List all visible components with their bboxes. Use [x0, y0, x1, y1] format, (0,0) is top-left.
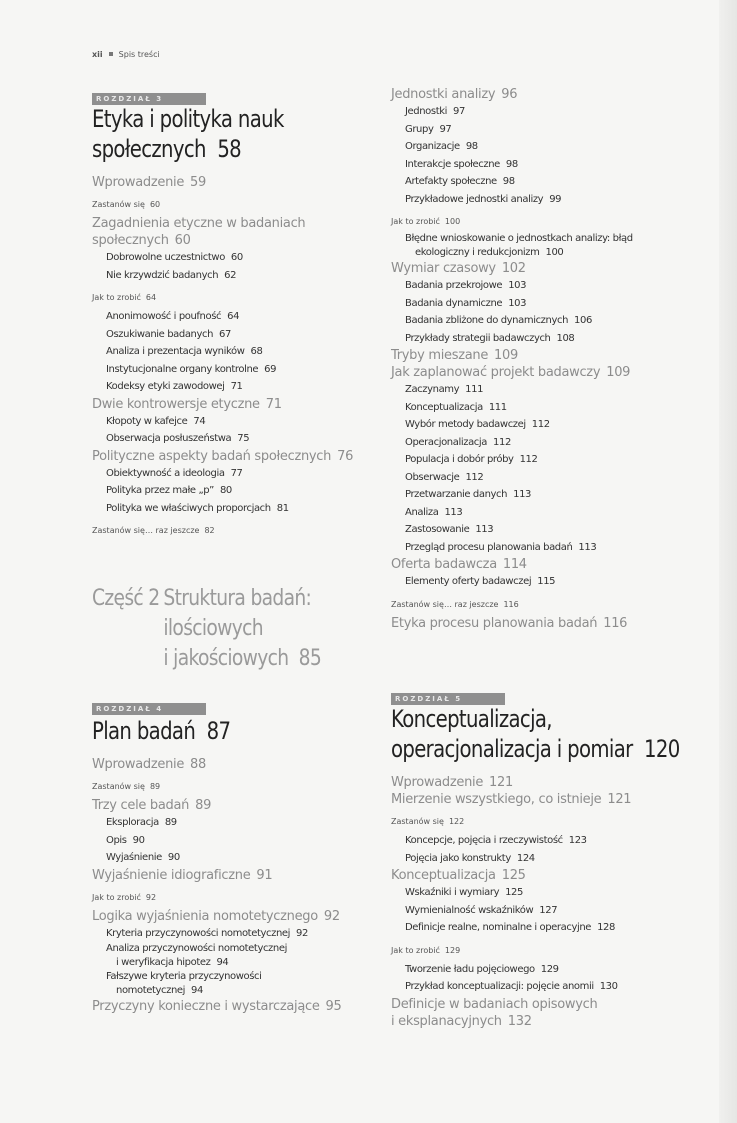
- toc-page-number: 129: [444, 945, 461, 955]
- toc-entry-text: Wprowadzenie: [92, 175, 185, 190]
- toc-entry-text: Grupy: [405, 123, 434, 135]
- toc-entry-text: Dwie kontrowersje etyczne: [92, 396, 260, 412]
- toc-section-heading: [92, 908, 382, 925]
- toc-page-number: 71: [265, 396, 282, 412]
- toc-page-number: 89: [149, 782, 161, 791]
- chapter-4-continued-entries: [391, 86, 691, 632]
- toc-page-number: 121: [489, 775, 513, 790]
- toc-entry-text: Zaczynamy: [405, 384, 460, 395]
- toc-section-heading: [391, 774, 691, 791]
- toc-subsection: [391, 138, 691, 156]
- toc-entry-text: Oszukiwanie badanych: [106, 328, 214, 340]
- toc-section-heading: [391, 996, 691, 1030]
- toc-page-number: 109: [494, 348, 518, 363]
- toc-page-number: 59: [190, 175, 206, 190]
- toc-page-number: 113: [513, 489, 531, 500]
- toc-subsection: [92, 413, 382, 431]
- chapter-5-box: [391, 686, 505, 705]
- toc-subsection: [92, 308, 382, 326]
- toc-entry-text: Opis: [106, 834, 127, 846]
- toc-page-number: 94: [216, 957, 229, 968]
- toc-entry-text: Populacja i dobór próby: [405, 454, 514, 465]
- toc-section-heading: [92, 174, 382, 191]
- toc-subsection: [92, 465, 382, 483]
- toc-page-number: 64: [145, 293, 157, 302]
- toc-page-number: 92: [145, 892, 157, 902]
- toc-entry-text: Przetwarzanie danych: [405, 489, 508, 500]
- toc-page-number: 113: [475, 524, 494, 535]
- toc-entry-text: Wskaźniki i wymiary: [405, 887, 500, 898]
- toc-entry-text: Badania zbliżone do dynamicznych: [405, 315, 569, 326]
- toc-subsection: [391, 521, 691, 539]
- toc-box-reference: [92, 781, 382, 793]
- toc-entry-text: Jak to zrobić: [391, 217, 440, 226]
- toc-subsection: [92, 249, 382, 267]
- toc-entry-text: Mierzenie wszystkiego, co istnieje: [391, 792, 602, 807]
- toc-subsection: [92, 361, 382, 379]
- chapter-4-title: Plan badań 87: [92, 717, 231, 745]
- toc-subsection: [391, 399, 691, 417]
- toc-entry-text: Operacjonalizacja: [405, 436, 488, 448]
- toc-section-heading: [92, 998, 382, 1015]
- toc-entry-text: Fałszywe kryteria przyczynowości: [106, 971, 262, 982]
- toc-page-number: 98: [465, 141, 478, 152]
- toc-page-number: 113: [444, 506, 463, 518]
- toc-subsection: [391, 232, 691, 260]
- toc-entry-text: Wybór metody badawczej: [405, 419, 526, 430]
- toc-subsection: [92, 849, 382, 867]
- toc-section-heading: [92, 867, 382, 884]
- toc-entry-text: Polityka we właściwych proporcjach: [106, 502, 271, 514]
- toc-page-number: 125: [505, 887, 523, 898]
- chapter-3-entries: [92, 174, 382, 541]
- toc-box-reference: [391, 216, 691, 228]
- toc-subsection: [92, 326, 382, 344]
- toc-entry-text: Błędne wnioskowanie o jednostkach analizy: błąd: [405, 233, 633, 244]
- toc-entry-text: Analiza: [405, 506, 439, 518]
- toc-entry-text: Wyjaśnienie: [106, 852, 162, 863]
- toc-page-number: 111: [465, 384, 484, 395]
- toc-entry-text: Kłopoty w kafejce: [106, 415, 188, 427]
- toc-subsection: [391, 451, 691, 469]
- toc-entry-text: Badania dynamiczne: [405, 297, 503, 309]
- toc-entry-text: Jak to zrobić: [92, 293, 141, 302]
- chapter-4-entries: [92, 756, 382, 1015]
- toc-box-reference: [92, 525, 382, 537]
- toc-subsection: [391, 156, 691, 174]
- toc-entry-text: Anonimowość i poufność: [106, 311, 222, 322]
- toc-entry-text: Jednostki: [405, 106, 448, 117]
- toc-entry-text: Nie krzywdzić badanych: [106, 269, 219, 281]
- toc-page-number: 80: [219, 485, 232, 496]
- toc-page-number: 109: [606, 365, 631, 380]
- toc-subsection: [92, 970, 382, 998]
- toc-subsection: [391, 504, 691, 522]
- toc-entry-text: Tworzenie ładu pojęciowego: [405, 963, 535, 975]
- toc-entry-text: Konceptualizacja: [391, 868, 496, 883]
- toc-entry-text: Pojęcia jako konstrukty: [405, 852, 511, 864]
- toc-entry-text: Przegląd procesu planowania badań: [405, 541, 573, 553]
- toc-entry-text: Analiza i prezentacja wyników: [106, 346, 245, 357]
- toc-page-number: 89: [164, 817, 177, 828]
- toc-page-number: 71: [230, 381, 243, 392]
- toc-entry-text: Zastosowanie: [405, 524, 470, 535]
- toc-subsection: [391, 902, 691, 920]
- toc-page-number: 121: [607, 792, 632, 807]
- toc-page-number: 64: [227, 311, 240, 322]
- toc-entry-text: Obserwacje: [405, 471, 460, 483]
- toc-subsection: [391, 434, 691, 452]
- chapter-5-title-line2: operacjonalizacja i pomiar 120: [391, 735, 680, 763]
- part-2-label: Część 2: [92, 586, 160, 611]
- toc-page-number: 96: [501, 87, 518, 102]
- toc-box-reference: [391, 945, 691, 957]
- toc-page-number: 81: [276, 502, 289, 514]
- chapter-3-title-line2: społecznych 58: [92, 135, 242, 163]
- toc-subsection: [391, 295, 691, 313]
- toc-box-reference: [391, 599, 691, 611]
- toc-section-heading: [391, 364, 691, 381]
- part-2-heading: [92, 584, 347, 676]
- toc-subsection: [391, 469, 691, 487]
- toc-entry-text: Zastanów się… raz jeszcze: [391, 599, 499, 609]
- toc-page-number: 89: [195, 798, 212, 813]
- toc-subsection: [92, 430, 382, 448]
- toc-entry-text: Instytucjonalne organy kontrolne: [106, 363, 259, 375]
- toc-box-reference: [92, 892, 382, 904]
- toc-page-number: 74: [193, 415, 206, 427]
- toc-entry-text: Kryteria przyczynowości nomotetycznej: [106, 927, 291, 939]
- toc-entry-text: Polityka przez małe „p”: [106, 485, 214, 496]
- toc-page-number: 91: [256, 867, 273, 883]
- toc-section-heading: [391, 347, 691, 364]
- toc-section-heading: [391, 260, 691, 277]
- toc-box-reference: [391, 816, 691, 828]
- toc-section-heading: [92, 797, 382, 814]
- toc-entry-text: Badania przekrojowe: [405, 280, 503, 291]
- toc-entry-text: Koncepcje, pojęcia i rzeczywistość: [405, 835, 563, 846]
- toc-entry-text: ekologiczny i redukcjonizm: [415, 247, 540, 258]
- chapter-4-box: [92, 696, 206, 715]
- toc-subsection: [92, 267, 382, 285]
- toc-section-heading: [391, 556, 691, 573]
- toc-box-reference: [92, 292, 382, 304]
- toc-entry-text: Eksploracja: [106, 817, 159, 828]
- toc-entry-text: Wymienialność wskaźników: [405, 904, 534, 916]
- toc-page-number: 88: [190, 757, 206, 772]
- toc-entry-text: Artefakty społeczne: [405, 176, 497, 187]
- toc-subsection: [92, 378, 382, 396]
- toc-subsection: [391, 486, 691, 504]
- toc-page-number: 100: [545, 247, 564, 258]
- toc-entry-text: Wprowadzenie: [92, 757, 185, 772]
- toc-subsection: [92, 343, 382, 361]
- toc-entry-text: Zastanów się: [391, 817, 444, 826]
- toc-entry-text: Jednostki analizy: [391, 87, 496, 102]
- bullet-square-icon: [109, 52, 113, 56]
- page-number-roman: xii: [92, 50, 103, 59]
- toc-subsection: [391, 539, 691, 557]
- toc-entry-text: Konceptualizacja: [405, 401, 483, 413]
- page-edge: [719, 0, 737, 1123]
- toc-subsection: [391, 121, 691, 139]
- toc-entry-text: Dobrowolne uczestnictwo: [106, 252, 225, 263]
- toc-page-number: 62: [224, 269, 237, 281]
- toc-entry-text: nomotetycznej: [116, 985, 186, 996]
- toc-subsection: [391, 312, 691, 330]
- toc-entry-text: Organizacje: [405, 141, 460, 152]
- toc-page-number: 99: [549, 193, 562, 205]
- toc-section-heading: [92, 448, 382, 465]
- toc-page-number: 67: [219, 328, 231, 340]
- part-2-title: [163, 584, 321, 674]
- toc-page-number: 97: [453, 106, 465, 117]
- toc-entry-text: Oferta badawcza: [391, 557, 497, 572]
- toc-page-number: 106: [574, 315, 592, 326]
- toc-page-number: 94: [191, 985, 203, 996]
- toc-entry-text: i weryfikacja hipotez: [116, 957, 211, 968]
- toc-entry-text: Wprowadzenie: [391, 775, 484, 790]
- toc-page-number: 95: [325, 999, 342, 1014]
- toc-page-number: 123: [568, 835, 587, 846]
- toc-subsection: [391, 191, 691, 209]
- toc-subsection: [391, 381, 691, 399]
- chapter-5-title-line1: Konceptualizacja,: [391, 705, 552, 733]
- toc-page-number: 69: [264, 363, 277, 375]
- toc-entry-text: Analiza przyczynowości nomotetycznej: [106, 943, 287, 954]
- toc-subsection: [92, 482, 382, 500]
- toc-page-number: 130: [599, 981, 618, 992]
- toc-section-heading: [92, 215, 382, 249]
- toc-page-number: 129: [540, 963, 559, 975]
- toc-entry-text: Jak zaplanować projekt badawczy: [391, 365, 601, 380]
- toc-entry-text: społecznych: [92, 233, 169, 248]
- toc-page-number: 90: [132, 834, 145, 846]
- toc-page-number: 100: [444, 217, 461, 226]
- toc-subsection: [391, 919, 691, 937]
- part-2-title-line1: Struktura badań:: [163, 586, 312, 611]
- toc-page-number: 112: [519, 454, 538, 465]
- chapter-3-box: [92, 86, 206, 105]
- toc-page-number: 98: [505, 158, 518, 170]
- toc-entry-text: i eksplanacyjnych: [391, 1013, 502, 1029]
- toc-page-number: 132: [507, 1013, 532, 1029]
- toc-page-number: 112: [493, 436, 511, 448]
- toc-entry-text: Wymiar czasowy: [391, 261, 496, 276]
- toc-page-number: 108: [556, 332, 575, 344]
- toc-section-heading: [391, 791, 691, 808]
- toc-page-number: 102: [501, 261, 526, 276]
- toc-entry-text: Definicje w badaniach opisowych: [391, 996, 598, 1012]
- chapter-5-label: ROZDZIAŁ 5: [391, 693, 505, 705]
- toc-subsection: [391, 330, 691, 348]
- toc-box-reference: [92, 199, 382, 211]
- toc-page-number: 103: [508, 297, 527, 309]
- running-header: [92, 50, 160, 59]
- toc-section-heading: [92, 396, 382, 413]
- toc-entry-text: Interakcje społeczne: [405, 158, 500, 170]
- toc-page-number: 114: [502, 557, 527, 572]
- toc-entry-text: Elementy oferty badawczej: [405, 576, 532, 587]
- toc-page-number: 90: [167, 852, 180, 863]
- toc-entry-text: Jak to zrobić: [391, 945, 440, 955]
- toc-subsection: [391, 416, 691, 434]
- toc-page-number: 116: [503, 599, 519, 609]
- toc-page-number: 115: [537, 576, 556, 587]
- toc-entry-text: Przykłady strategii badawczych: [405, 332, 551, 344]
- part-2-title-line3: i jakościowych 85: [163, 646, 322, 671]
- toc-entry-text: Zagadnienia etyczne w badaniach: [92, 216, 306, 231]
- running-header-title: Spis treści: [118, 50, 160, 59]
- toc-entry-text: Wyjaśnienie idiograficzne: [92, 867, 251, 883]
- chapter-3-label: ROZDZIAŁ 3: [92, 93, 206, 105]
- toc-page-number: 60: [174, 233, 191, 248]
- chapter-4-label: ROZDZIAŁ 4: [92, 703, 206, 715]
- toc-entry-text: Polityczne aspekty badań społecznych: [92, 448, 332, 464]
- toc-page-number: 76: [337, 448, 354, 464]
- toc-section-heading: [391, 867, 691, 884]
- toc-entry-text: Przykład konceptualizacji: pojęcie anomii: [405, 981, 594, 992]
- toc-page-number: 75: [237, 433, 250, 444]
- toc-entry-text: Obserwacja posłuszeństwa: [106, 433, 232, 444]
- toc-section-heading: [391, 615, 691, 632]
- toc-subsection: [391, 103, 691, 121]
- toc-page-number: 60: [230, 252, 243, 263]
- toc-page-number: 128: [597, 922, 615, 933]
- toc-entry-text: Zastanów się: [92, 200, 145, 209]
- toc-subsection: [391, 850, 691, 868]
- toc-subsection: [391, 832, 691, 850]
- toc-page-number: 98: [502, 176, 515, 187]
- toc-page-number: 92: [296, 927, 308, 939]
- toc-entry-text: Przyczyny konieczne i wystarczające: [92, 999, 320, 1014]
- toc-entry-text: Przykładowe jednostki analizy: [405, 193, 544, 205]
- toc-page-number: 77: [230, 467, 243, 479]
- toc-page-number: 111: [488, 401, 507, 413]
- toc-subsection: [391, 277, 691, 295]
- chapter-3-title: [92, 104, 392, 164]
- toc-subsection: [92, 500, 382, 518]
- toc-subsection: [391, 978, 691, 996]
- toc-section-heading: [391, 86, 691, 103]
- toc-subsection: [391, 961, 691, 979]
- toc-page-number: 112: [465, 471, 484, 483]
- toc-page-number: 125: [501, 868, 526, 883]
- toc-page-number: 97: [439, 123, 452, 135]
- toc-page-number: 116: [603, 615, 628, 631]
- toc-subsection: [92, 832, 382, 850]
- chapter-5-entries: [391, 774, 691, 1030]
- toc-subsection: [92, 925, 382, 943]
- toc-page-number: 122: [448, 817, 465, 826]
- toc-subsection: [391, 884, 691, 902]
- toc-entry-text: Obiektywność a ideologia: [106, 467, 225, 479]
- toc-entry-text: Definicje realne, nominalne i operacyjne: [405, 922, 592, 933]
- toc-section-heading: [92, 756, 382, 773]
- chapter-5-title: [391, 704, 711, 764]
- toc-page-number: 68: [250, 346, 263, 357]
- toc-entry-text: Tryby mieszane: [391, 348, 489, 363]
- toc-page-number: 127: [539, 904, 558, 916]
- toc-page-number: 124: [516, 852, 535, 864]
- toc-entry-text: Zastanów się… raz jeszcze: [92, 526, 200, 535]
- toc-entry-text: Trzy cele badań: [92, 798, 190, 813]
- toc-subsection: [92, 814, 382, 832]
- part-2-title-line2: ilościowych: [163, 616, 263, 641]
- toc-entry-text: Kodeksy etyki zawodowej: [106, 381, 225, 392]
- toc-page-number: 82: [204, 526, 215, 535]
- toc-page-number: 60: [149, 200, 161, 209]
- toc-subsection: [92, 942, 382, 970]
- toc-subsection: [391, 173, 691, 191]
- toc-page-number: 113: [578, 541, 597, 553]
- toc-page-number: 92: [323, 908, 340, 924]
- toc-entry-text: Etyka procesu planowania badań: [391, 615, 598, 631]
- toc-entry-text: Logika wyjaśnienia nomotetycznego: [92, 908, 318, 924]
- toc-entry-text: Zastanów się: [92, 782, 145, 791]
- toc-entry-text: Jak to zrobić: [92, 892, 141, 902]
- toc-page-number: 112: [531, 419, 550, 430]
- toc-page-number: 103: [508, 280, 527, 291]
- toc-subsection: [391, 573, 691, 591]
- chapter-3-title-line1: Etyka i polityka nauk: [92, 105, 284, 133]
